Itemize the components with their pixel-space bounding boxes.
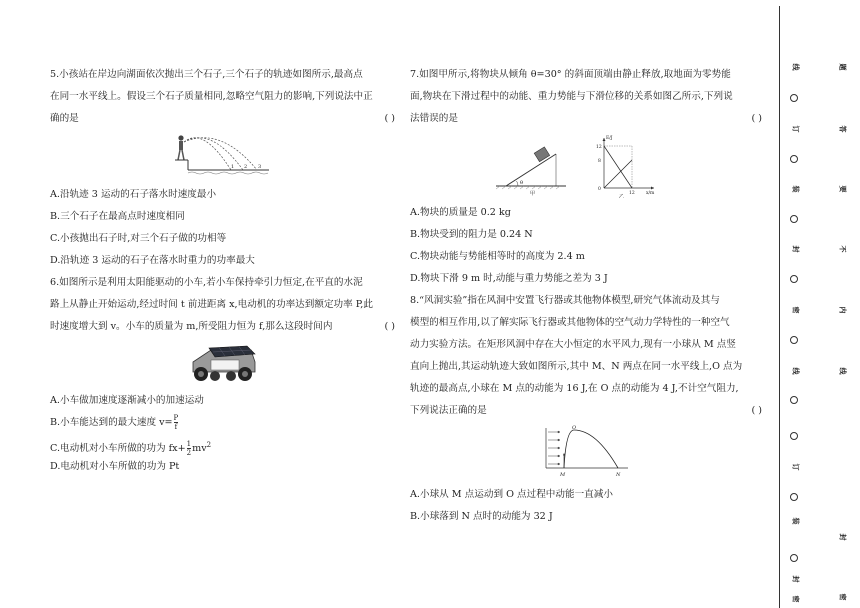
question-text: 5.小孩站在岸边向湖面依次抛出三个石子,三个石子的轨迹如图所示,最高点: [50, 69, 363, 80]
question-text: 下列说法正确的是: [410, 405, 487, 416]
question-text: 7.如图甲所示,将物块从倾角 θ=30° 的斜面顶端由静止释放,取地面为零势能: [410, 69, 731, 80]
binding-char: 封: [791, 575, 801, 583]
incline-energy-figure: [486, 132, 686, 198]
binding-hole-icon: [790, 336, 798, 344]
option-c: [50, 434, 395, 456]
y-axis-label: E/J: [606, 136, 613, 141]
origin-label: 0: [598, 187, 601, 192]
question-text: 8.“风洞实验”指在风洞中安置飞行器或其他物体模型,研究气体流动及其与: [410, 295, 720, 306]
question-last-line: [50, 108, 395, 130]
left-column: [50, 64, 395, 478]
figure-caption: 甲: [530, 191, 536, 197]
point-label-n: N: [616, 472, 621, 478]
option-a: A.物块的质量是 0.2 kg: [410, 207, 511, 218]
stone-trajectory-figure: [173, 132, 273, 180]
question-text: 6.如图所示是利用太阳能驱动的小车,若小车保持牵引力恒定,在平直的水泥: [50, 277, 363, 288]
point-label-o: O: [572, 425, 577, 431]
option-a: A.沿轨迹 3 运动的石子落水时速度最小: [50, 189, 217, 200]
x-axis-label: x/m: [646, 191, 655, 196]
trajectory-label: 1: [230, 164, 234, 170]
question-text: 轨迹的最高点,小球在 M 点的动能为 16 J,在 O 点的动能为 4 J,不计空气阻力,: [410, 383, 739, 394]
binding-char: 订: [791, 463, 801, 471]
question-5: [50, 64, 395, 272]
fraction: [187, 440, 191, 457]
trajectory-label: 3: [257, 164, 261, 170]
binding-hole-icon: [790, 396, 798, 404]
fraction-numerator: 1: [186, 440, 192, 449]
question-text: 模型的相互作用,以了解实际飞行器或其他物体的空气动力学特性的一种空气: [410, 317, 730, 328]
figure-caption: 乙: [619, 194, 625, 198]
binding-char: 订: [791, 125, 801, 133]
option-b: B.物块受到的阻力是 0.24 N: [410, 229, 533, 240]
binding-hole-icon: [790, 215, 798, 223]
fraction: [174, 414, 179, 431]
point-label-m: M: [560, 472, 566, 478]
answer-paren: ( ): [384, 321, 395, 332]
binding-char: 线: [791, 367, 801, 375]
binding-char: 封: [838, 533, 848, 541]
wind-tunnel-figure: [536, 424, 636, 480]
option-text: mv: [192, 443, 207, 455]
option-b: B.三个石子在最高点时速度相同: [50, 211, 185, 222]
question-text: 直向上抛出,其运动轨迹大致如图所示,其中 M、N 两点在同一水平线上,O 点为: [410, 361, 743, 372]
binding-char: 密: [838, 593, 848, 601]
y-tick-label: 8: [598, 159, 601, 164]
fraction-denominator: 2: [186, 449, 192, 458]
option-text: B.小车能达到的最大速度 v=: [50, 417, 173, 428]
binding-char: 装: [791, 185, 801, 193]
question-text: 路上从静止开始运动,经过时间 t 前进距离 x,电动机的功率达到额定功率 P,此: [50, 299, 373, 310]
option-b: B.小球落到 N 点时的动能为 32 J: [410, 511, 553, 522]
binding-hole-icon: [790, 275, 798, 283]
binding-hole-icon: [790, 432, 798, 440]
fraction-numerator: P: [173, 414, 179, 422]
incline-angle-label: θ: [520, 180, 524, 186]
question-8: [410, 290, 762, 528]
binding-char: 装: [791, 517, 801, 525]
question-text: 确的是: [50, 113, 79, 124]
binding-hole-icon: [790, 554, 798, 562]
answer-paren: ( ): [384, 113, 395, 124]
binding-hole-icon: [790, 155, 798, 163]
binding-char: 题: [838, 63, 848, 71]
answer-paren: ( ): [751, 405, 762, 416]
option-text: C.电动机对小车所做的功为 fx+: [50, 443, 186, 455]
question-last-line: [50, 316, 395, 338]
option-d: D.沿轨迹 3 运动的石子在落水时重力的功率最大: [50, 255, 255, 266]
question-text: 动力实验方法。在矩形风洞中存在大小恒定的水平风力,现有一小球从 M 点竖: [410, 339, 736, 350]
binding-line: [779, 6, 780, 608]
option-b: [50, 412, 395, 434]
question-last-line: [410, 108, 762, 130]
x-tick-label: 12: [629, 191, 635, 196]
question-6: [50, 272, 395, 478]
binding-char: 封: [791, 245, 801, 253]
binding-hole-icon: [790, 493, 798, 501]
binding-char: 线: [791, 63, 801, 71]
question-7: [410, 64, 762, 290]
binding-char: 不: [838, 245, 848, 253]
right-column: [410, 64, 762, 528]
option-d: D.物块下滑 9 m 时,动能与重力势能之差为 3 J: [410, 273, 608, 284]
option-a: A.小球从 M 点运动到 O 点过程中动能一直减小: [410, 489, 613, 500]
option-d: D.电动机对小车所做的功为 Pt: [50, 461, 180, 472]
fraction-denominator: f: [174, 423, 178, 431]
binding-char: 密: [791, 595, 801, 603]
binding-margin: [779, 0, 860, 608]
superscript: 2: [206, 441, 212, 449]
binding-char: 答: [838, 125, 848, 133]
y-tick-label: 12: [596, 145, 602, 150]
question-last-line: [410, 400, 762, 422]
option-c: C.物块动能与势能相等时的高度为 2.4 m: [410, 251, 585, 262]
question-text: 面,物块在下滑过程中的动能、重力势能与下滑位移的关系如图乙所示,下列说: [410, 91, 733, 102]
answer-paren: ( ): [751, 113, 762, 124]
question-text: 时速度增大到 v。小车的质量为 m,所受阻力恒为 f,那么这段时间内: [50, 321, 333, 332]
option-a: A.小车做加速度逐渐减小的加速运动: [50, 395, 204, 406]
binding-hole-icon: [790, 94, 798, 102]
trajectory-label: 2: [243, 164, 247, 170]
binding-char: 密: [791, 306, 801, 314]
option-c: C.小孩抛出石子时,对三个石子做的功相等: [50, 233, 227, 244]
binding-char: 内: [838, 306, 848, 314]
solar-car-figure: [185, 340, 261, 386]
binding-char: 要: [838, 185, 848, 193]
question-text: 在同一水平线上。假设三个石子质量相同,忽略空气阻力的影响,下列说法中正: [50, 91, 373, 102]
binding-char: 线: [838, 367, 848, 375]
question-text: 法错误的是: [410, 113, 458, 124]
